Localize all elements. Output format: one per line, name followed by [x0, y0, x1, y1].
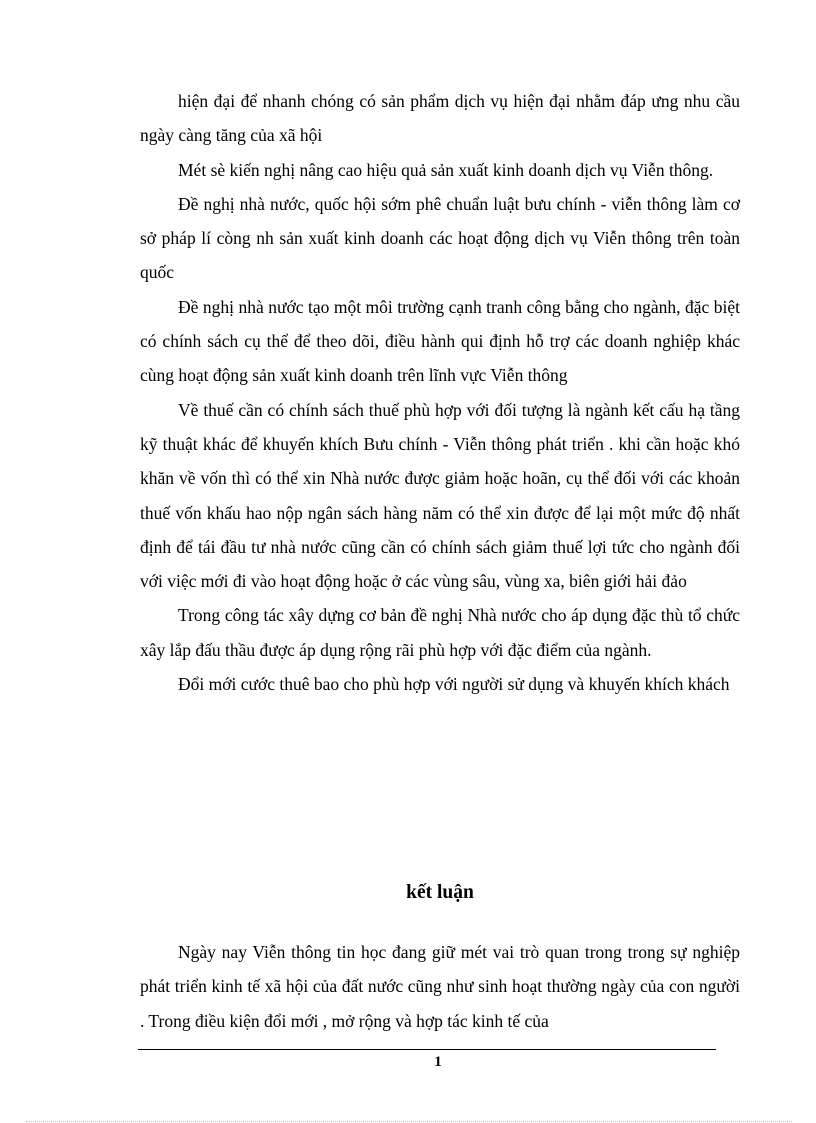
- paragraph-construction-proposal: Trong công tác xây dựng cơ bản đề nghị Nhà nước cho áp dụng đặc thù tổ chức xây lắp đấu thầu được áp dụng rộng rãi phù hợp với đặc điểm của ngành.: [140, 605, 740, 660]
- page-bottom-border: [26, 1121, 792, 1122]
- page-number: 1: [434, 1054, 442, 1070]
- paragraph-intro-continuation: hiện đại để nhanh chóng có sản phẩm dịch vụ hiện đại nhằm đáp ưng nhu cầu ngày càng tăng của xã hội: [140, 91, 740, 146]
- conclusion-section: [140, 935, 740, 1038]
- body-text: [140, 84, 740, 701]
- paragraph-law-proposal: Đề nghị nhà nước, quốc hội sớm phê chuẩn luật bưu chính - viễn thông làm cơ sở pháp lí còng nh sản xuất kinh doanh các hoạt động dịch vụ Viễn thông trên toàn quốc: [140, 193, 740, 283]
- section-heading-conclusion: kết luận: [406, 882, 474, 903]
- paragraph-recommendations-intro: Mét sè kiến nghị nâng cao hiệu quả sản xuất kinh doanh dịch vụ Viễn thông.: [178, 159, 714, 180]
- paragraph-conclusion: Ngày nay Viễn thông tin học đang giữ mét vai trò quan trong trong sự nghiệp phát triển kinh tế xã hội của đất nước cũng như sinh hoạt thường ngày của con người . Trong điều kiện đổi mới , mở rộng và hợp tác kinh tế của: [140, 942, 740, 1031]
- paragraph-competition-proposal: Đề nghị nhà nước tạo một môi trường cạnh tranh công bằng cho ngành, đặc biệt có chính sách cụ thể để theo dõi, điều hành qui định hỗ trợ các doanh nghiệp khác cùng hoạt động sản xuất kinh doanh trên lĩnh vực Viễn thông: [140, 296, 740, 386]
- paragraph-subscription-proposal: Đổi mới cước thuê bao cho phù hợp với người sử dụng và khuyến khích khách: [178, 674, 730, 695]
- paragraph-tax-proposal: Về thuế cần có chính sách thuế phù hợp với đối tượng là ngành kết cấu hạ tầng kỹ thuật khác để khuyến khích Bưu chính - Viễn thông phát triển . khi cần hoặc khó khăn về vốn thì có thể xin Nhà nước được giảm hoặc hoãn, cụ thể đối với các khoản thuế vốn khấu hao nộp ngân sách hàng năm có thể xin được để lại một mức độ nhất định để tái đầu tư nhà nước cũng cần có chính sách giảm thuế lợi tức cho ngành đối với việc mới đi vào hoạt động hoặc ở các vùng sâu, vùng xa, biên giới hải đảo: [140, 399, 740, 592]
- footer-divider: [138, 1049, 716, 1050]
